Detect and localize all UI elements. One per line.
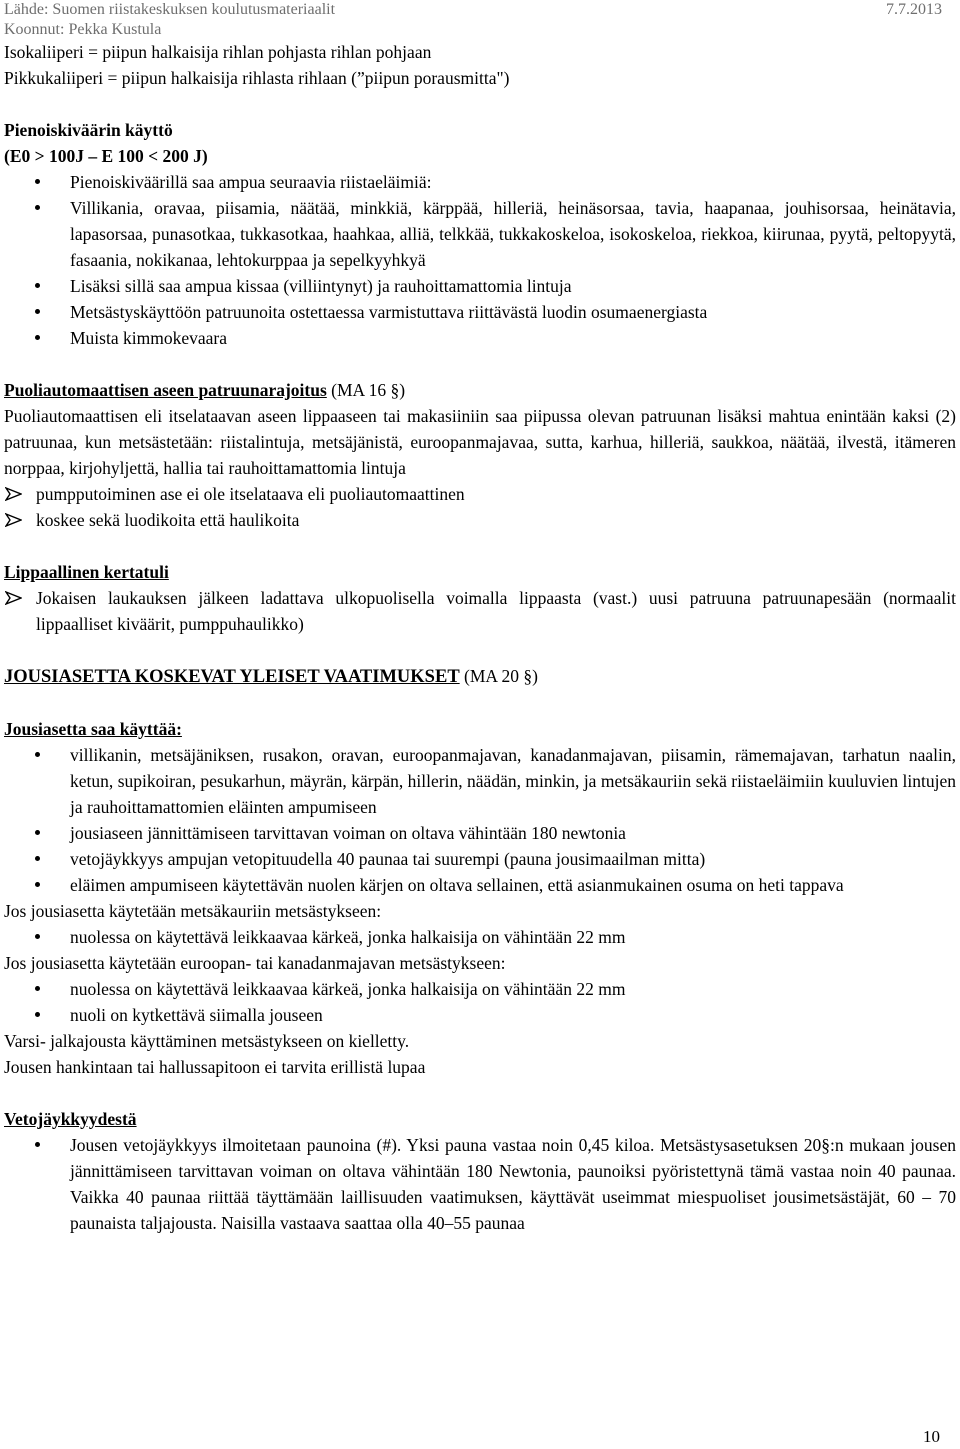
list-item: nuolessa on käytettävä leikkaavaa kärkeä, jonka halkaisija on vähintään 22 mm xyxy=(4,924,956,950)
document-body xyxy=(4,39,956,1236)
spacer xyxy=(4,1080,956,1106)
header-date: 7.7.2013 xyxy=(886,1,942,18)
header-compiler: Koonnut: Pekka Kustula xyxy=(4,21,162,38)
draw-weight-title: Vetojäykkyydestä xyxy=(4,1109,137,1129)
semi-auto-heading xyxy=(4,377,956,403)
arrow-item-text: Jokaisen laukauksen jälkeen ladattava ulkopuolisella voimalla lippaasta (vast.) uusi patruuna patruunapesään (normaalit lippaalliset kiväärit, pumppuhaulikko) xyxy=(36,588,956,634)
arrow-bullet-icon xyxy=(5,487,22,501)
bow-title-suffix: (MA 20 §) xyxy=(464,666,538,686)
definition-large-caliber: Isokaliiperi = piipun halkaisija rihlan pohjasta rihlan pohjaan xyxy=(4,42,432,62)
definition-small-caliber: Pikkukaliiperi = piipun halkaisija rihlasta rihlaan (”piipun porausmitta") xyxy=(4,68,510,88)
arrow-item-text: koskee sekä luodikoita että haulikoita xyxy=(36,510,300,530)
small-rifle-title: Pienoiskiväärin käyttö xyxy=(4,120,173,140)
spacer xyxy=(4,91,956,117)
list-item xyxy=(4,481,956,507)
list-item xyxy=(4,507,956,533)
spacer xyxy=(4,533,956,559)
list-item: Lisäksi sillä saa ampua kissaa (villiintynyt) ja rauhoittamattomia lintuja xyxy=(4,273,956,299)
list-item: Pienoiskiväärillä saa ampua seuraavia riistaeläimiä: xyxy=(4,169,956,195)
list-item: villikanin, metsäjäniksen, rusakon, oravan, euroopanmajavan, kanadanmajavan, piisamin, rämemajavan, tarhatun naalin, ketun, supikoiran, pesukarhun, mäyrän, kärpän, hillerin, näädän, minkin, ja metsäkauriin sekä riistaeläimiin kuuluvien lintujen ja rauhoittamattomien eläinten ampumiseen xyxy=(4,742,956,820)
page-header xyxy=(4,0,942,40)
header-line xyxy=(4,0,942,20)
crossbow-note: Varsi- jalkajousta käyttäminen metsästykseen on kielletty. xyxy=(4,1031,410,1051)
list-item xyxy=(4,585,956,637)
draw-weight-list xyxy=(4,1132,956,1236)
page-number: 10 xyxy=(923,1427,940,1446)
arrow-bullet-icon xyxy=(5,591,22,605)
spacer xyxy=(4,351,956,377)
list-item: vetojäykkyys ampujan vetopituudella 40 paunaa tai suurempi (pauna jousimaailman mitta) xyxy=(4,846,956,872)
bow-heading xyxy=(4,663,956,690)
magazine-arrow-list xyxy=(4,585,956,637)
spacer xyxy=(4,637,956,663)
list-item: Metsästyskäyttöön patruunoita ostettaessa varmistuttava riittävästä luodin osumaenergiasta xyxy=(4,299,956,325)
bow-title: JOUSIASETTA KOSKEVAT YLEISET VAATIMUKSET xyxy=(4,667,460,687)
list-item: Villikania, oravaa, piisamia, näätää, minkkiä, kärppää, hilleriä, heinäsorsaa, tavia, haapanaa, jouhisorsaa, heinätavia, lapasorsaa, punasotkaa, tukkasotkaa, haahkaa, alliä, telkkää, tukkakoskeloa, isokoskeloa, riekkoa, kiirunaa, pyytä, peltopyytä, fasaania, nokikanaa, lehtokurppaa ja sepelkyyhkyä xyxy=(4,195,956,273)
arrow-bullet-icon xyxy=(5,513,22,527)
permit-note: Jousen hankintaan tai hallussapitoon ei tarvita erillistä lupaa xyxy=(4,1057,426,1077)
beaver-intro: Jos jousiasetta käytetään euroopan- tai kanadanmajavan metsästykseen: xyxy=(4,953,506,973)
magazine-title: Lippaallinen kertatuli xyxy=(4,562,169,582)
list-item: nuoli on kytkettävä siimalla jouseen xyxy=(4,1002,956,1028)
list-item: Muista kimmokevaara xyxy=(4,325,956,351)
roe-deer-list xyxy=(4,924,956,950)
list-item: nuolessa on käytettävä leikkaavaa kärkeä, jonka halkaisija on vähintään 22 mm xyxy=(4,976,956,1002)
spacer xyxy=(4,690,956,716)
beaver-list xyxy=(4,976,956,1028)
header-source: Lähde: Suomen riistakeskuksen koulutusmateriaalit xyxy=(4,1,336,18)
small-rifle-list xyxy=(4,169,956,351)
bow-usage-title: Jousiasetta saa käyttää: xyxy=(4,719,182,739)
list-item: jousiaseen jännittämiseen tarvittavan voiman on oltava vähintään 180 newtonia xyxy=(4,820,956,846)
roe-deer-intro: Jos jousiasetta käytetään metsäkauriin metsästykseen: xyxy=(4,901,382,921)
arrow-item-text: pumpputoiminen ase ei ole itselataava eli puoliautomaattinen xyxy=(36,484,465,504)
semi-auto-paragraph: Puoliautomaattisen eli itselataavan aseen lippaaseen tai makasiiniin saa piipussa olevan patruunan lisäksi mahtua enintään kaksi (2) patruunaa, kun metsästetään: riistalintuja, metsäjänistä, euroopanmajavaa, sutta, karhua, hilleriä, saukkoa, näätää, ilvestä, itämeren norppaa, kirjohyljettä, hallia tai rauhoittamattomia lintuja xyxy=(4,406,956,478)
bow-usage-list xyxy=(4,742,956,898)
semi-auto-arrow-list xyxy=(4,481,956,533)
semi-auto-title: Puoliautomaattisen aseen patruunarajoitus xyxy=(4,380,327,400)
list-item: Jousen vetojäykkyys ilmoitetaan paunoina (#). Yksi pauna vastaa noin 0,45 kiloa. Metsästysasetuksen 20§:n mukaan jousen jännittämiseen tarvittavan voiman on oltava vähintään 180 Newtonia, paunoiksi pyöristettynä tämä vastaa noin 40 paunaa. Vaikka 40 paunaa riittää täyttämään laillisuuden vaatimuksen, käyttävät useimmat miespuoliset jousimetsästäjät, 60 – 70 paunaista taljajousta. Naisilla vastaava saattaa olla 40–55 paunaa xyxy=(4,1132,956,1236)
list-item: eläimen ampumiseen käytettävän nuolen kärjen on oltava sellainen, että asianmukainen osuma on heti tappava xyxy=(4,872,956,898)
semi-auto-title-suffix: (MA 16 §) xyxy=(331,380,406,400)
small-rifle-energy: (E0 > 100J – E 100 < 200 J) xyxy=(4,146,208,166)
